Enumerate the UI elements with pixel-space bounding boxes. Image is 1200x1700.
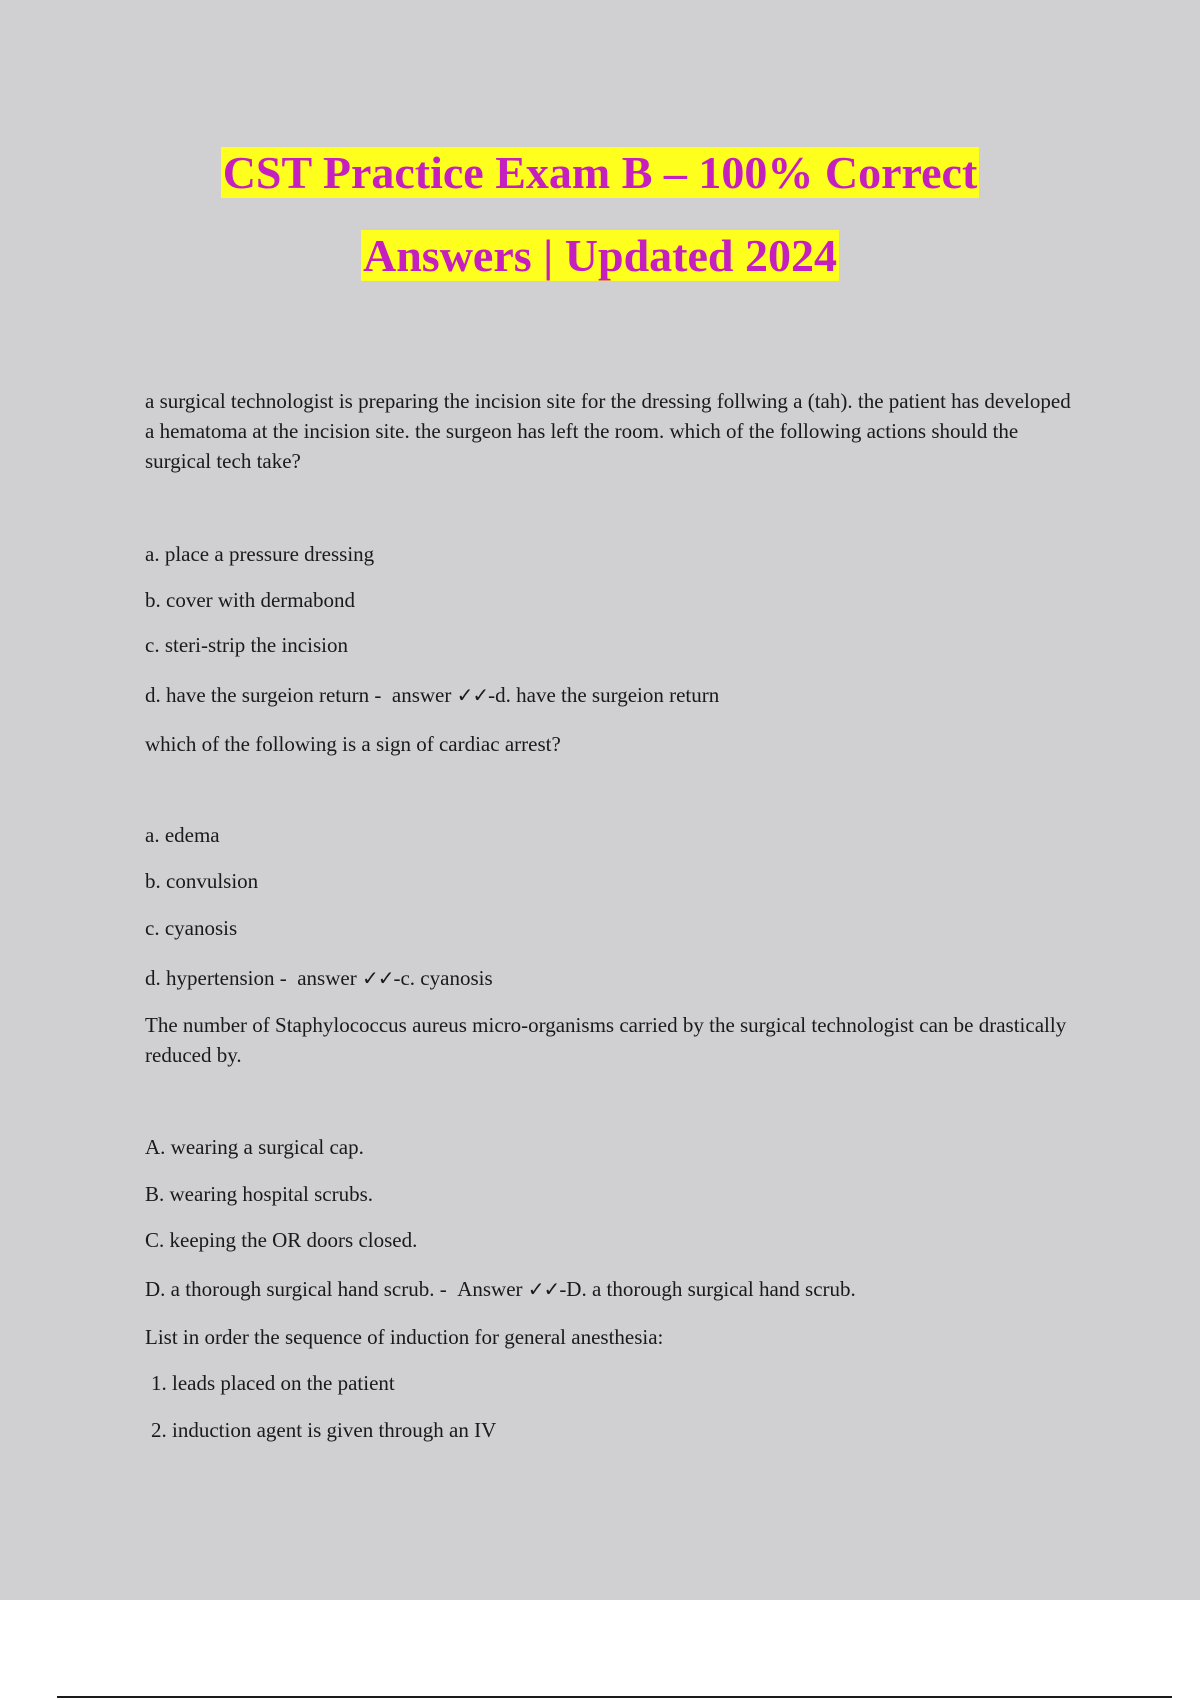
answer-text: -c. cyanosis [393, 966, 493, 990]
question-2-text: which of the following is a sign of cardiac arrest? [145, 732, 561, 756]
answer-text: -d. have the surgeion return [488, 683, 720, 707]
check-icon: ✓✓ [361, 966, 394, 990]
title-highlight-1: CST Practice Exam B – 100% Correct [222, 147, 978, 198]
question-3-option-b: B. wearing hospital scrubs. [145, 1182, 374, 1206]
question-3-option-a: A. wearing a surgical cap. [145, 1135, 364, 1159]
question-2-answer-line [145, 963, 493, 993]
answer-label: answer [297, 966, 362, 990]
question-3-text: The number of Staphylococcus aureus micro-organisms carried by the surgical technologist can be drastically reduced by. [145, 1013, 1067, 1067]
question-2-option-a: a. edema [145, 823, 220, 847]
title-line-1 [0, 145, 1200, 201]
question-1-answer-line [145, 680, 719, 710]
question-2-option-d: d. hypertension - [145, 966, 292, 990]
title-line-2 [0, 228, 1200, 284]
question-1-text: a surgical technologist is preparing the incision site for the dressing follwing a (tah). the patient has developed a hematoma at the incision site. the surgeon has left the room. which of the following actions should the surgical tech take? [145, 389, 1071, 473]
title-highlight-2: Answers | Updated 2024 [363, 230, 837, 281]
question-3-option-d: D. a thorough surgical hand scrub. - [145, 1277, 452, 1301]
question-1-option-a: a. place a pressure dressing [145, 542, 375, 566]
question-1-option-b: b. cover with dermabond [145, 588, 355, 612]
question-4-item-2: 2. induction agent is given through an IV [151, 1418, 497, 1442]
check-icon: ✓✓ [456, 683, 489, 707]
answer-text: -D. a thorough surgical hand scrub. [559, 1277, 856, 1301]
check-icon: ✓✓ [527, 1277, 560, 1301]
question-3-answer-line [145, 1274, 856, 1304]
answer-label: Answer [457, 1277, 528, 1301]
question-2-option-b: b. convulsion [145, 869, 259, 893]
question-3-option-c: C. keeping the OR doors closed. [145, 1228, 418, 1252]
question-4-text: List in order the sequence of induction for general anesthesia: [145, 1325, 664, 1349]
question-1-option-c: c. steri-strip the incision [145, 633, 348, 657]
question-1-option-d: d. have the surgeion return - [145, 683, 387, 707]
question-4-item-1: 1. leads placed on the patient [151, 1371, 395, 1395]
question-2-option-c: c. cyanosis [145, 916, 238, 940]
answer-label: answer [391, 683, 457, 707]
footer-divider [57, 1696, 1172, 1698]
